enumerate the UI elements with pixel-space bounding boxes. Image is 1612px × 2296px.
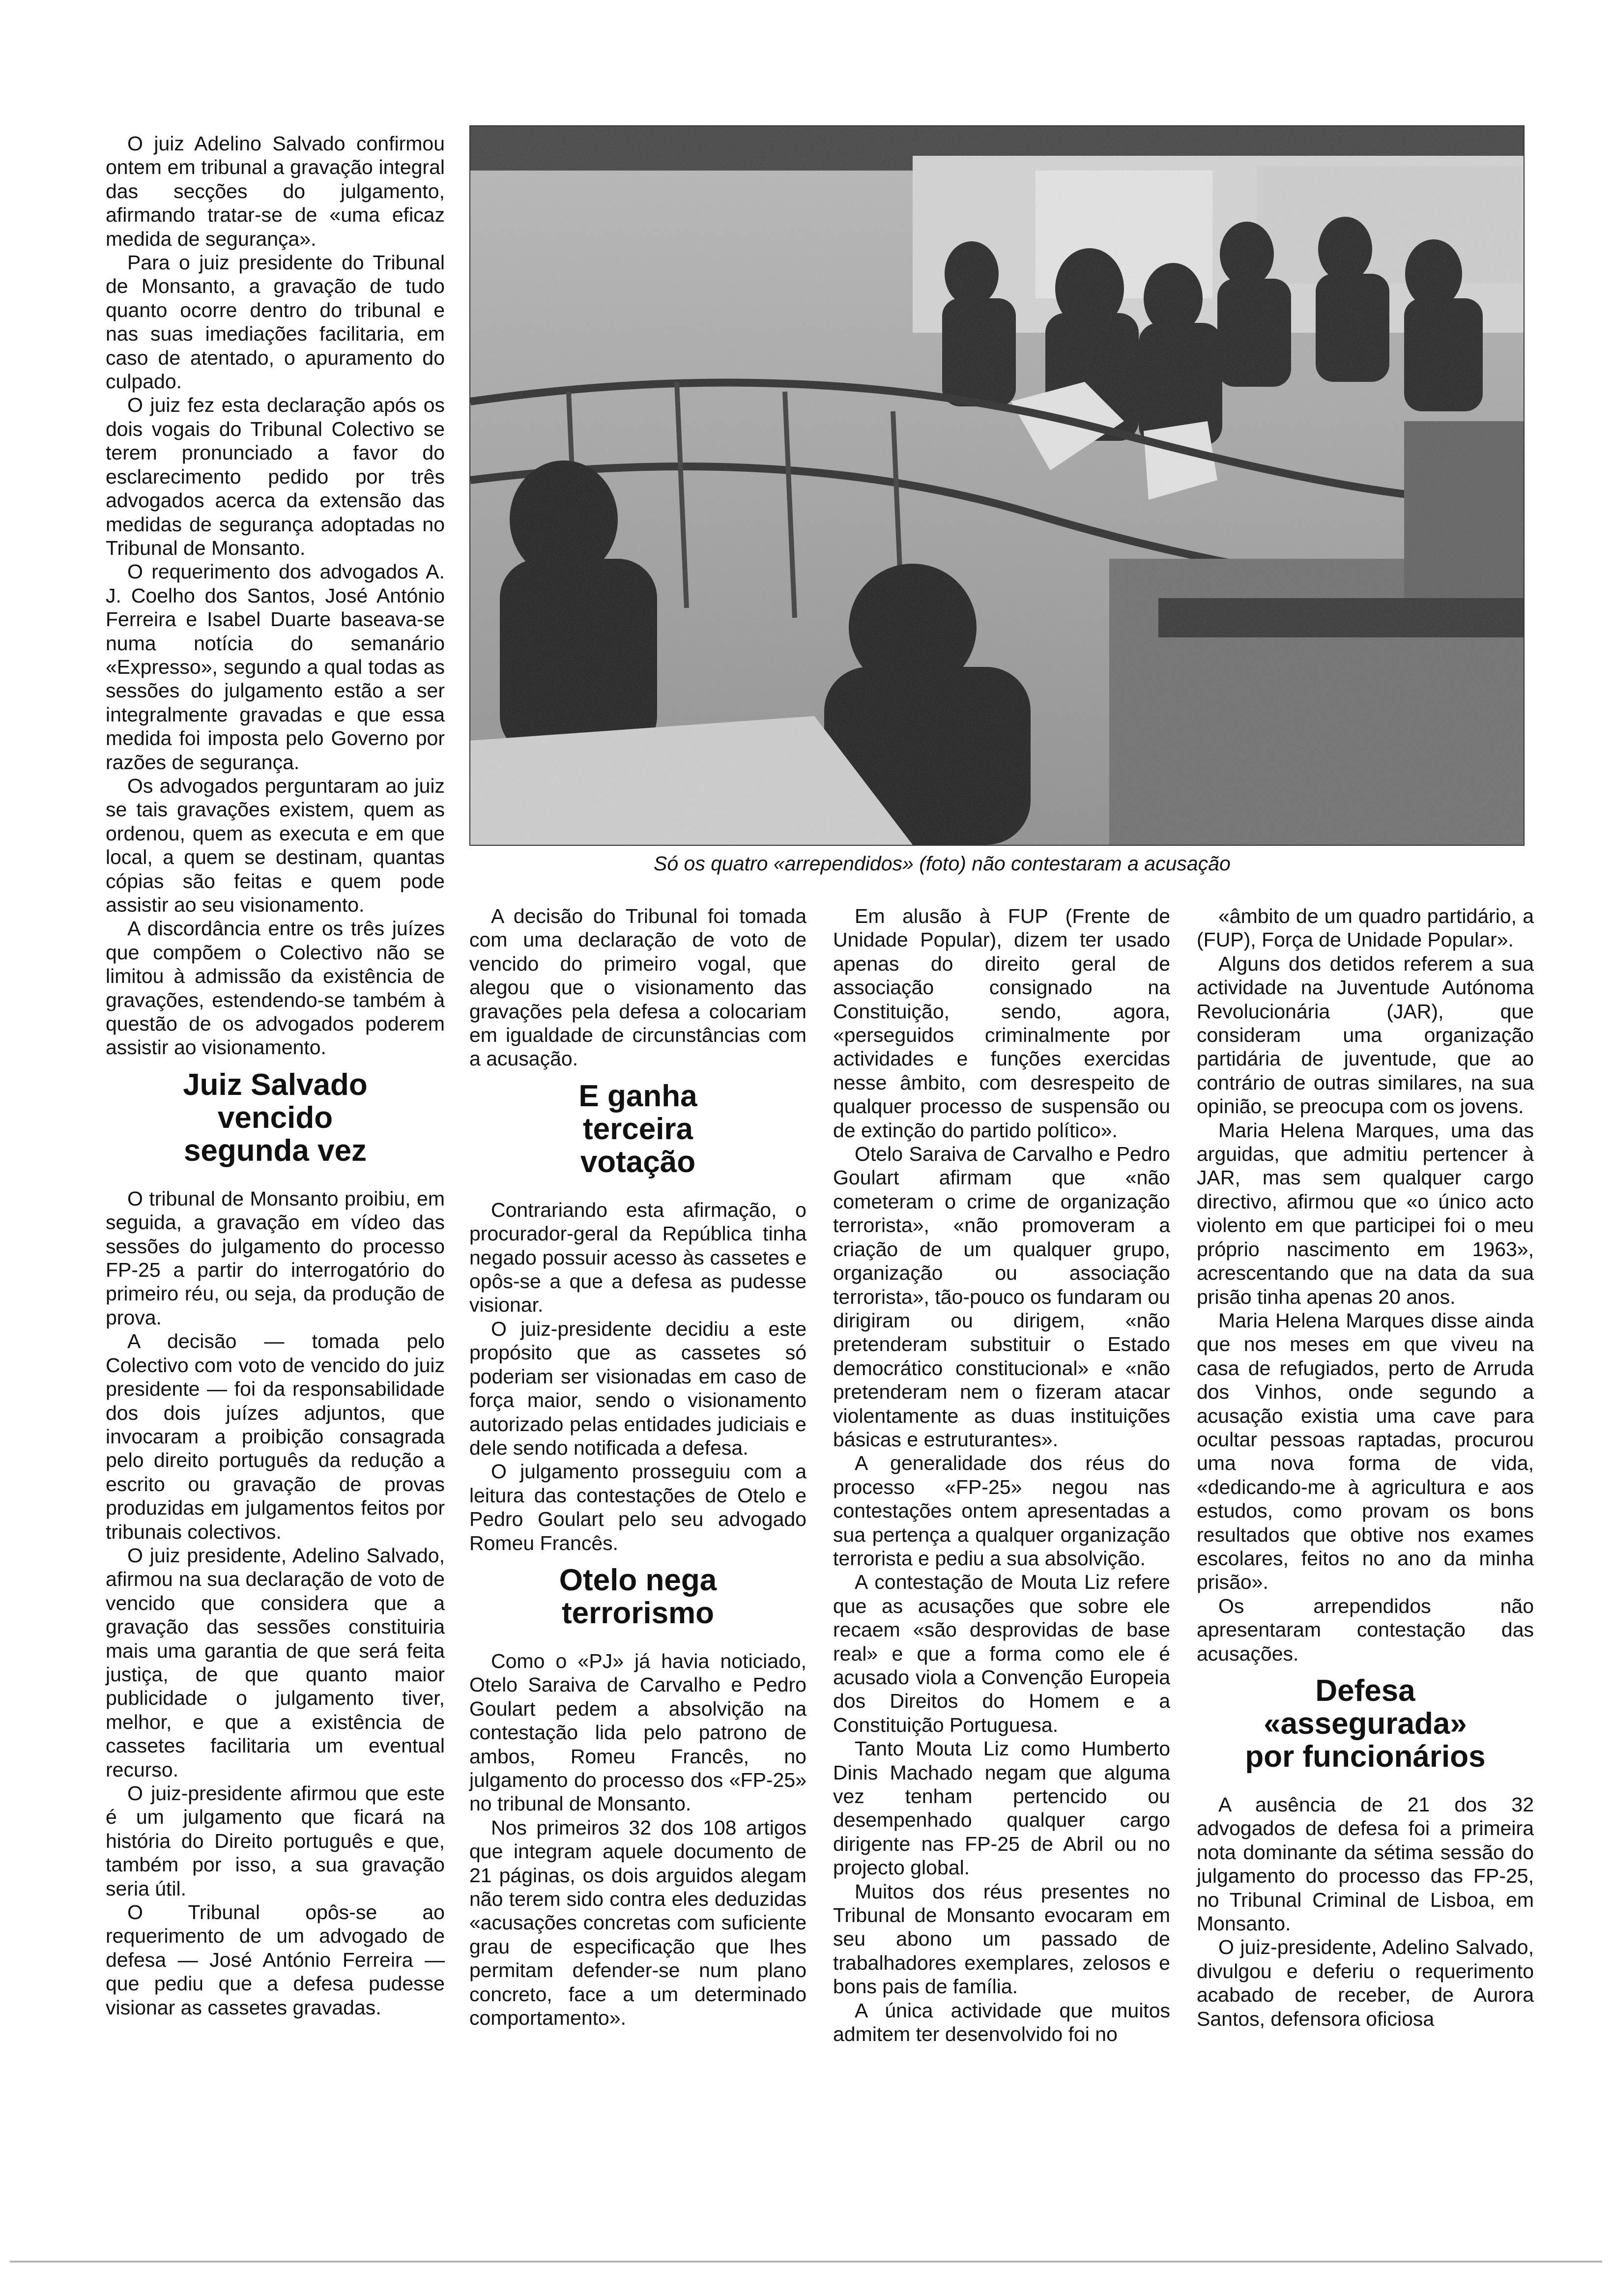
paragraph: O Tribunal opôs-se ao requerimento de um advogado de defesa — José António Ferreira — que pediu que a defesa pudesse visionar as cassetes gravadas. [106, 1901, 445, 2019]
paragraph: O julgamento prosseguiu com a leitura das contestações de Otelo e Pedro Goulart pelo seu advogado Romeu Francês. [469, 1460, 806, 1554]
paragraph: A única actividade que muitos admitem ter desenvolvido foi no [833, 1999, 1170, 2046]
paragraph: O tribunal de Monsanto proibiu, em seguida, a gravação em vídeo das sessões do julgamento do processo FP-25 a partir do interrogatório do primeiro réu, ou seja, da produção de prova. [106, 1187, 445, 1329]
paragraph: A decisão do Tribunal foi tomada com uma declaração de voto de vencido do primeiro vogal, que alegou que o visionamento das gravações pela defesa a colocariam em igualdade de circunstâncias com a acusação. [469, 905, 806, 1070]
paragraph: «âmbito de um quadro partidário, a (FUP), Força de Unidade Popular». [1197, 905, 1534, 951]
paragraph: Tanto Mouta Liz como Humberto Dinis Machado negam que alguma vez tenham pertencido ou desempenhado qualquer cargo dirigente nas FP-25 de Abril ou no projecto global. [833, 1737, 1170, 1879]
subheading-line: terceira [582, 1112, 693, 1146]
paragraph: Como o «PJ» já havia noticiado, Otelo Saraiva de Carvalho e Pedro Goulart pedem a absolvição na contestação lida pelo patrono de ambos, Romeu Francês, no julgamento do processo dos «FP-25» no tribunal de Monsanto. [469, 1649, 806, 1815]
paragraph: Otelo Saraiva de Carvalho e Pedro Goulart afirmam que «não cometeram o crime de organização terrorista», «não promoveram a criação de um qualquer grupo, organização ou associação terrorista», tão-pouco os fundaram ou dirigiram ou dirigem, «não pretenderam substituir o Estado democrático constitucional» e «não pretenderam nem o fizeram atacar violentamente as duas instituições básicas e estruturantes». [833, 1143, 1170, 1451]
paragraph: Os advogados perguntaram ao juiz se tais gravações existem, quem as ordenou, quem as executa e em que local, a quem se destinam, quantas cópias são feitas e quem pode assistir ao seu visionamento. [106, 774, 445, 916]
paragraph: O juiz-presidente, Adelino Salvado, divulgou e deferiu o requerimento acabado de receber, de Aurora Santos, defensora oficiosa [1197, 1936, 1534, 2030]
paragraph: O juiz Adelino Salvado confirmou ontem em tribunal a gravação integral das secções do julgamento, afirmando tratar-se de «uma eficaz medida de segurança». [106, 132, 445, 250]
paragraph: Maria Helena Marques, uma das arguidas, que admitiu pertencer à JAR, mas sem qualquer cargo directivo, afirmou que «o único acto violento em que participei foi o meu próprio nascimento em 1963», acrescentando que na data da sua prisão tinha apenas 20 anos. [1197, 1119, 1534, 1308]
subheading-line: votação [580, 1145, 696, 1179]
paragraph: A discordância entre os três juízes que compõem o Colectivo não se limitou à admissão da existência de gravações, estendendo-se também à questão de os advogados poderem assistir ao visionamento. [106, 917, 445, 1059]
paragraph: A ausência de 21 dos 32 advogados de defesa foi a primeira nota dominante da sétima sessão do julgamento do processo das FP-25, no Tribunal Criminal de Lisboa, em Monsanto. [1197, 1793, 1534, 1935]
subheading-line: «assegurada» [1264, 1707, 1467, 1741]
paragraph: Contrariando esta afirmação, o procurador-geral da República tinha negado possuir acesso às cassetes e opôs-se a que a defesa as pudesse visionar. [469, 1198, 806, 1317]
paragraph: O juiz-presidente afirmou que este é um julgamento que ficará na história do Direito português e que, também por isso, a sua gravação seria útil. [106, 1782, 445, 1900]
paragraph: Para o juiz presidente do Tribunal de Monsanto, a gravação de tudo quanto ocorre dentro do tribunal e nas suas imediações facilitaria, em caso de atentado, o apuramento do culpado. [106, 251, 445, 393]
paragraph: A generalidade dos réus do processo «FP-25» negou nas contestações ontem apresentadas a sua pertença a qualquer organização terrorista e pediu a sua absolvição. [833, 1452, 1170, 1570]
subheading-line: Juiz Salvado [183, 1067, 368, 1102]
paragraph: Muitos dos réus presentes no Tribunal de Monsanto evocaram em seu abono um passado de trabalhadores exemplares, zelosos e bons pais de família. [833, 1880, 1170, 1998]
paragraph: A decisão — tomada pelo Colectivo com voto de vencido do juiz presidente — foi da responsabilidade dos dois juízes adjuntos, que invocaram a proibição consagrada pelo direito português da redução a escrito ou gravação de provas produzidas em julgamentos feitos por tribunais colectivos. [106, 1330, 445, 1543]
paragraph: Alguns dos detidos referem a sua actividade na Juventude Autónoma Revolucionária (JAR), que consideram uma organização partidária de juventude, que ao contrário de outras similares, na sua opinião, se preocupa com os jovens. [1197, 952, 1534, 1118]
paragraph: O requerimento dos advogados A. J. Coelho dos Santos, José António Ferreira e Isabel Duarte baseava-se numa notícia do semanário «Expresso», segundo a qual todas as sessões do julgamento estão a ser integralmente gravadas e que essa medida foi imposta pelo Governo por razões de segurança. [106, 560, 445, 774]
photo-caption: Só os quatro «arrependidos» (foto) não contestaram a acusação [654, 852, 1231, 875]
paragraph: Em alusão à FUP (Frente de Unidade Popular), dizem ter usado apenas do direito geral de associação consignado na Constituição, sendo, agora, «perseguidos criminalmente por actividades e funções exercidas nesse âmbito, com desrespeito de qualquer processo de suspensão ou de extinção do partido político». [833, 905, 1170, 1142]
subheading-line: vencido [217, 1100, 333, 1135]
subheading-line: Otelo nega [559, 1563, 717, 1597]
paragraph: O juiz fez esta declaração após os dois vogais do Tribunal Colectivo se terem pronunciado a favor do esclarecimento pedido por três advogados acerca da extensão das medidas de segurança adoptadas no Tribunal de Monsanto. [106, 394, 445, 559]
paragraph: Nos primeiros 32 dos 108 artigos que integram aquele documento de 21 páginas, os dois arguidos alegam não terem sido contra eles deduzidas «acusações concretas com suficiente grau de especificação que lhes permitam defender-se num plano concreto, face a um determinado comportamento». [469, 1816, 806, 2030]
subheading-line: Defesa [1315, 1674, 1415, 1708]
subheading-line: por funcionários [1245, 1740, 1486, 1774]
subheading-line: segunda vez [183, 1133, 367, 1168]
paragraph: Maria Helena Marques disse ainda que nos meses em que viveu na casa de refugiados, perto de Arruda dos Vinhos, onde segundo a acusação existia uma cave para ocultar pessoas raptadas, procurou uma nova forma de vida, «dedicando-me à agricultura e aos estudos, como provam os bons resultados que obtive nos exames escolares, feitos no ano da minha prisão». [1197, 1309, 1534, 1594]
paragraph: Os arrependidos não apresentaram contestação das acusações. [1197, 1594, 1534, 1665]
paragraph: O juiz-presidente decidiu a este propósito que as cassetes só poderiam ser visionadas em caso de força maior, sendo o visionamento autorizado pelas entidades judiciais e dele sendo notificada a defesa. [469, 1317, 806, 1459]
paragraph: O juiz presidente, Adelino Salvado, afirmou na sua declaração de voto de vencido que considera que a gravação das sessões constituiria mais uma garantia de que será feita justiça, de que quanto maior publicidade o julgamento tiver, melhor, e que a existência de cassetes facilitaria um eventual recurso. [106, 1544, 445, 1781]
subheading-line: terrorismo [561, 1596, 715, 1630]
subheading-line: E ganha [578, 1079, 697, 1113]
paragraph: A contestação de Mouta Liz refere que as acusações que sobre ele recaem «são desprovidas de base real» e que a forma como ele é acusado viola a Convenção Europeia dos Direitos do Homem e a Constituição Portuguesa. [833, 1571, 1170, 1736]
